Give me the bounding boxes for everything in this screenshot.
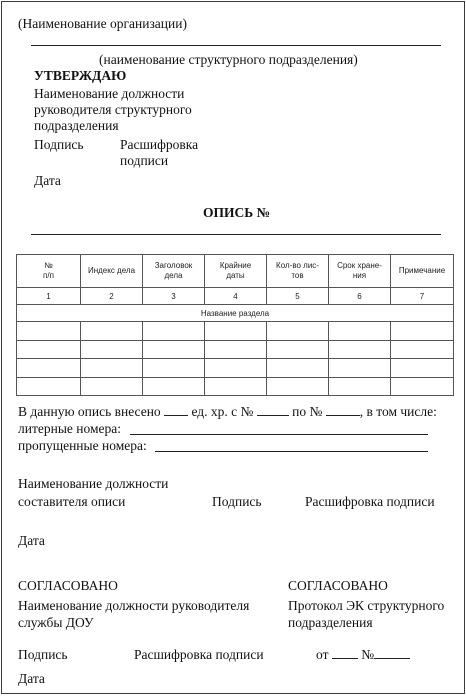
agreed-left-title: СОГЛАСОВАНО [18,578,118,593]
literal-numbers-line [130,434,428,435]
header-cell-number: № п/п [17,255,81,288]
missed-numbers-label: пропущенные номера: [18,438,147,453]
table-header-row [17,255,454,288]
column-number: 2 [81,288,143,305]
approval-decode-line-1: Расшифровка [120,137,199,152]
approval-position-line-3: подразделения [34,118,119,133]
from-number-blank [257,404,289,416]
approval-title: УТВЕРЖДАЮ [34,68,127,83]
agreed-left-line-1: Наименование должности руководителя [18,598,250,613]
agreed-left-line-2: службы ДОУ [18,615,94,630]
department-line [31,45,441,46]
column-number: 3 [143,288,205,305]
column-number: 4 [205,288,267,305]
to-number-blank [326,404,360,416]
inventory-table [16,254,454,396]
compiler-date-label: Дата [18,533,45,548]
header-cell-note: Примечание [391,255,454,288]
header-cell-index: Индекс дела [81,255,143,288]
agreed-left-signature-label: Подпись [18,647,68,662]
approval-position-line-1: Наименование должности [34,86,185,101]
inventory-title: ОПИСЬ № [203,205,271,220]
approval-decode-line-2: подписи [120,153,169,168]
agreed-left-date-label: Дата [18,671,45,686]
table-row [17,340,454,359]
column-number: 1 [17,288,81,305]
agreed-right-line-2: подразделения [288,615,373,630]
compiler-signature-label: Подпись [212,494,262,509]
header-cell-retention: Срок хране- ния [329,255,391,288]
header-cell-dates: Крайние даты [205,255,267,288]
protocol-date-number: от № [316,647,410,663]
organization-name-label: (Наименование организации) [18,16,187,31]
summary-line-1: В данную опись внесено ед. хр. с № по № , в том числе: [18,404,437,419]
title-line [31,234,441,235]
header-cell-title: Заголовок дела [143,255,205,288]
approval-date-label: Дата [34,173,61,188]
compiler-position-line-1: Наименование должности [18,476,169,491]
column-number: 5 [267,288,329,305]
inventory-form-page [1,1,465,694]
missed-numbers-line [155,451,428,452]
agreed-right-line-1: Протокол ЭК структурного [288,598,445,613]
department-name-label: (наименование структурного подразделения) [99,52,358,67]
compiler-decode-label: Расшифровка подписи [305,494,435,509]
section-label: Название раздела [17,305,454,322]
count-blank [164,404,188,416]
agreed-left-decode-label: Расшифровка подписи [134,647,264,662]
compiler-position-line-2: составителя описи [18,494,126,509]
approval-signature-label: Подпись [34,137,84,152]
agreed-right-title: СОГЛАСОВАНО [288,578,388,593]
table-row [17,377,454,396]
protocol-number-blank [374,647,410,659]
literal-numbers-label: литерные номера: [18,421,122,436]
table-row [17,359,454,378]
column-number-row [17,288,454,305]
protocol-date-blank [332,647,358,659]
table-row [17,322,454,341]
approval-position-line-2: руководителя структурного [34,102,192,117]
header-cell-sheets: Кол-во лис- тов [267,255,329,288]
column-number: 7 [391,288,454,305]
section-row [17,305,454,322]
column-number: 6 [329,288,391,305]
